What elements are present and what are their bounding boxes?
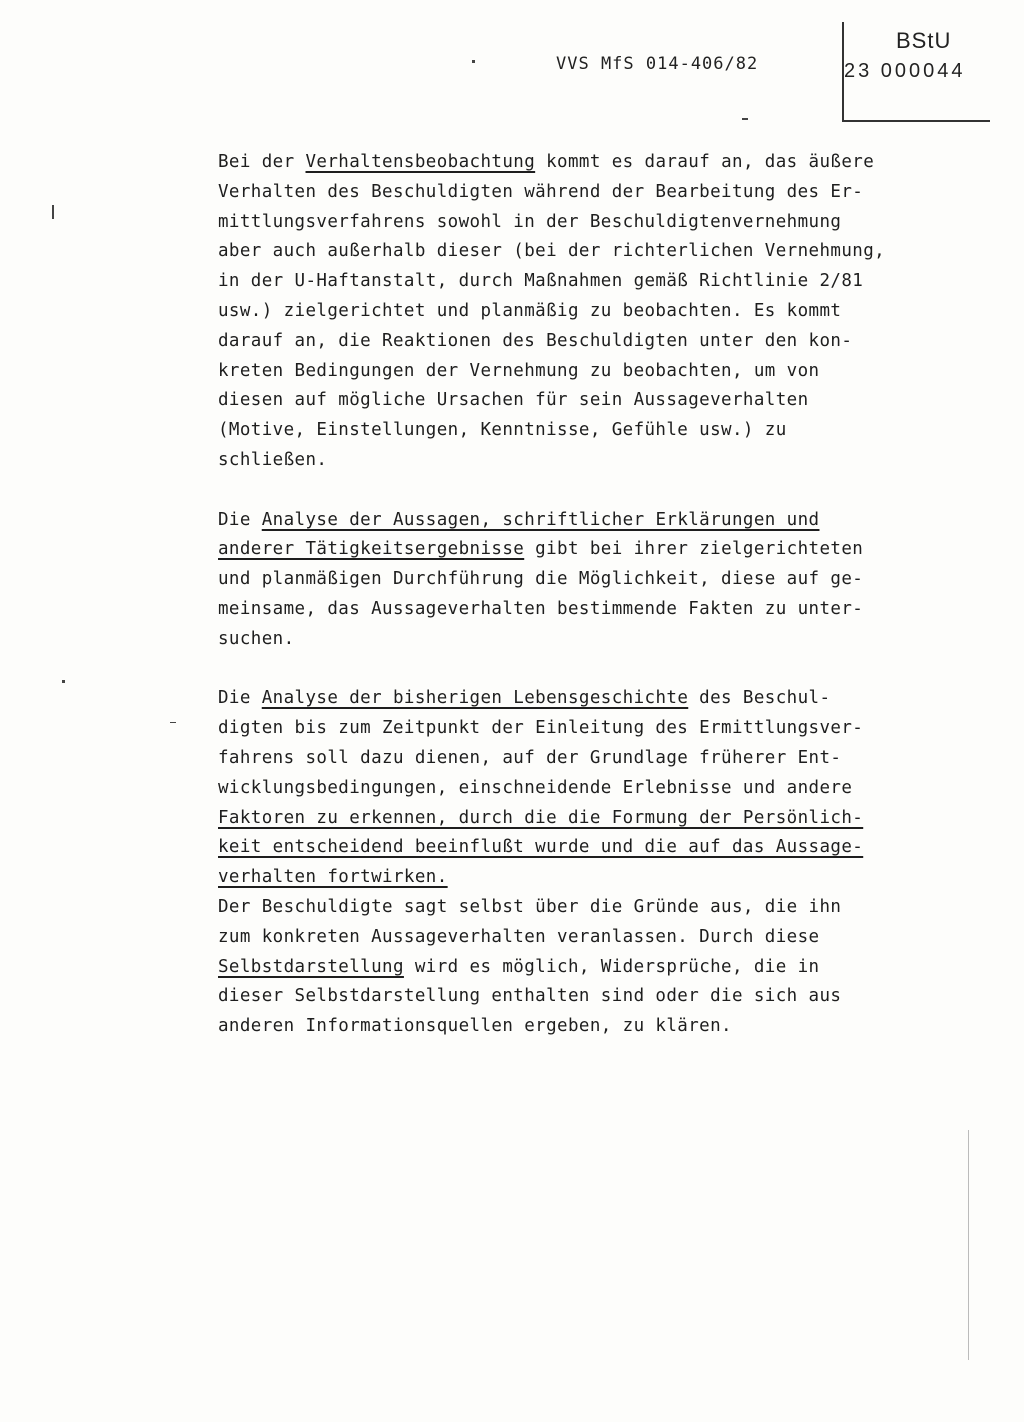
text-segment: Die	[218, 509, 262, 530]
text-line	[218, 237, 958, 267]
text-segment: anderen Informationsquellen ergeben, zu klären.	[218, 1016, 732, 1037]
text-segment: fahrens soll dazu dienen, auf der Grundlage früherer Ent-	[218, 747, 842, 768]
margin-mark	[472, 60, 475, 63]
text-line	[218, 893, 958, 923]
text-segment: des Beschul-	[688, 688, 831, 709]
text-line	[218, 267, 958, 297]
text-segment: aber auch außerhalb dieser (bei der richterlichen Vernehmung,	[218, 241, 886, 262]
paragraph	[218, 148, 958, 476]
margin-mark	[742, 118, 748, 120]
text-segment: schließen.	[218, 449, 328, 470]
text-segment: Der Beschuldigte sagt selbst über die Gründe aus, die ihn	[218, 896, 842, 917]
text-segment: diesen auf mögliche Ursachen für sein Aussageverhalten	[218, 390, 809, 411]
underlined-text: anderer Tätigkeitsergebnisse	[218, 539, 525, 560]
paragraph-gap	[218, 655, 958, 685]
text-line	[218, 923, 958, 953]
paragraph	[218, 506, 958, 655]
text-line	[218, 178, 958, 208]
text-line	[218, 297, 958, 327]
body-text	[218, 148, 958, 1042]
margin-mark	[170, 722, 176, 723]
text-line	[218, 863, 958, 893]
text-line	[218, 833, 958, 863]
text-line	[218, 714, 958, 744]
text-line	[218, 595, 958, 625]
text-line	[218, 148, 958, 178]
archive-stamp	[842, 22, 990, 122]
paragraph-gap	[218, 476, 958, 506]
underlined-text: Analyse der bisherigen Lebensgeschichte	[261, 688, 689, 709]
text-line	[218, 327, 958, 357]
text-line	[218, 386, 958, 416]
text-segment: darauf an, die Reaktionen des Beschuldigten unter den kon-	[218, 330, 853, 351]
stamp-number: 23 000044	[844, 60, 966, 82]
text-segment: in der U-Haftanstalt, durch Maßnahmen gemäß Richtlinie 2/81	[218, 271, 864, 292]
text-line	[218, 982, 958, 1012]
text-segment: wicklungsbedingungen, einschneidende Erlebnisse und andere	[218, 777, 853, 798]
margin-mark	[62, 680, 65, 683]
text-segment: und planmäßigen Durchführung die Möglichkeit, diese auf ge-	[218, 569, 864, 590]
paragraph	[218, 684, 958, 1042]
text-segment: kreten Bedingungen der Vernehmung zu beobachten, um von	[218, 360, 820, 381]
text-segment: kommt es darauf an, das äußere	[535, 152, 875, 172]
stamp-title: BStU	[896, 28, 952, 53]
underlined-text: verhalten fortwirken.	[218, 867, 448, 888]
underlined-text: keit entscheidend beeinflußt wurde und die auf das Aussage-	[218, 837, 864, 858]
text-segment: (Motive, Einstellungen, Kenntnisse, Gefühle usw.) zu	[218, 420, 787, 441]
text-line	[218, 446, 958, 476]
text-segment: digten bis zum Zeitpunkt der Einleitung des Ermittlungsver-	[218, 718, 864, 739]
text-segment: suchen.	[218, 628, 295, 649]
underlined-text: Faktoren zu erkennen, durch die die Formung der Persönlich-	[218, 807, 864, 828]
text-line	[218, 774, 958, 804]
text-line	[218, 208, 958, 238]
text-segment: usw.) zielgerichtet und planmäßig zu beobachten. Es kommt	[218, 300, 842, 321]
text-line	[218, 684, 958, 714]
text-line	[218, 1012, 958, 1042]
text-line	[218, 506, 958, 536]
text-segment: Bei der	[218, 152, 306, 172]
text-line	[218, 953, 958, 983]
text-segment: wird es möglich, Widersprüche, die in	[403, 956, 820, 977]
text-segment: zum konkreten Aussageverhalten veranlassen. Durch diese	[218, 926, 820, 947]
text-segment: Verhalten des Beschuldigten während der Bearbeitung des Er-	[218, 181, 864, 202]
text-segment: meinsame, das Aussageverhalten bestimmende Fakten zu unter-	[218, 598, 864, 619]
text-segment: gibt bei ihrer zielgerichteten	[524, 539, 864, 560]
underlined-text: Selbstdarstellung	[218, 956, 404, 977]
text-line	[218, 625, 958, 655]
text-line	[218, 416, 958, 446]
scan-edge-line	[968, 1130, 969, 1360]
text-segment: mittlungsverfahrens sowohl in der Beschuldigtenvernehmung	[218, 211, 842, 232]
underlined-text: Analyse der Aussagen, schriftlicher Erklärungen und	[261, 509, 820, 530]
text-line	[218, 744, 958, 774]
text-line	[218, 804, 958, 834]
document-reference: VVS MfS 014-406/82	[556, 54, 759, 74]
text-segment: dieser Selbstdarstellung enthalten sind oder die sich aus	[218, 986, 842, 1007]
text-segment: Die	[218, 688, 262, 709]
text-line	[218, 535, 958, 565]
underlined-text: Verhaltensbeobachtung	[305, 152, 536, 172]
margin-mark	[52, 205, 54, 219]
text-line	[218, 565, 958, 595]
text-line	[218, 357, 958, 387]
